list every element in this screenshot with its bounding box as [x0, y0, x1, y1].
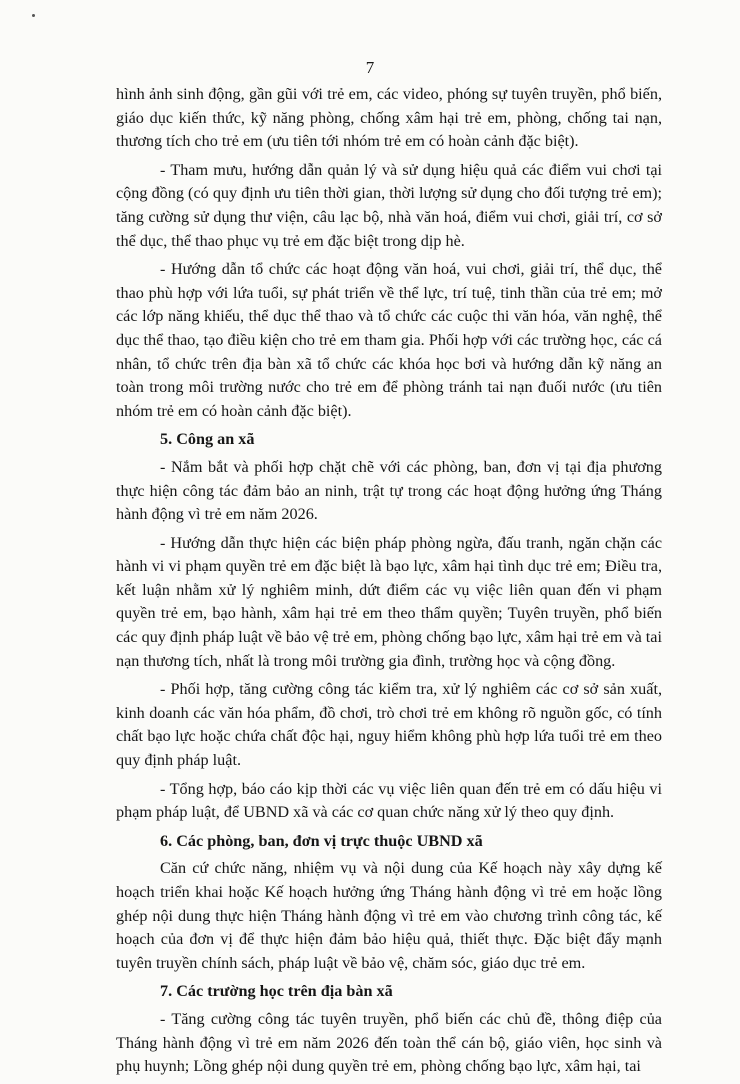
- body-paragraph: - Nắm bắt và phối hợp chặt chẽ với các phòng, ban, đơn vị tại địa phương thực hiện công tác đảm bảo an ninh, trật tự trong các hoạt động hưởng ứng Tháng hành động vì trẻ em năm 2026.: [116, 457, 662, 524]
- body-paragraph: - Hướng dẫn thực hiện các biện pháp phòng ngừa, đấu tranh, ngăn chặn các hành vi vi phạm quyền trẻ em đặc biệt là bạo lực, xâm hại tình dục trẻ em; Điều tra, kết luận nhằm xử lý nghiêm minh, dứt điểm các vụ việc liên quan đến vi phạm quyền trẻ em, bạo hành, xâm hại trẻ em theo thẩm quyền; Tuyên truyền, phổ biến các quy định pháp luật về bảo vệ trẻ em, phòng chống bạo lực, xâm hại trẻ em và tai nạn thương tích, nhất là trong môi trường gia đình, trường học và cộng đồng.: [116, 533, 662, 670]
- body-paragraph: - Phối hợp, tăng cường công tác kiểm tra, xử lý nghiêm các cơ sở sản xuất, kinh doanh các văn hóa phẩm, đồ chơi, trò chơi trẻ em không rõ nguồn gốc, có tính chất bạo lực hoặc chứa chất độc hại, nguy hiểm không phù hợp lứa tuổi trẻ em theo quy định pháp luật.: [116, 680, 662, 770]
- body-paragraph: - Tổng hợp, báo cáo kịp thời các vụ việc liên quan đến trẻ em có dấu hiệu vi phạm pháp luật, để UBND xã và các cơ quan chức năng xử lý theo quy định.: [116, 779, 662, 822]
- section-heading: 7. Các trường học trên địa bàn xã: [160, 982, 393, 1001]
- section-heading: 5. Công an xã: [160, 430, 255, 449]
- body-paragraph: hình ảnh sinh động, gần gũi với trẻ em, các video, phóng sự tuyên truyền, phổ biến, giáo dục kiến thức, kỹ năng phòng, chống xâm hại trẻ em, phòng, chống tai nạn, thương tích cho trẻ em (ưu tiên tới nhóm trẻ em có hoàn cảnh đặc biệt).: [116, 85, 662, 151]
- document-body: [116, 83, 662, 1084]
- page-number: 7: [365, 58, 375, 77]
- body-paragraph: - Tăng cường công tác tuyên truyền, phổ biến các chủ đề, thông điệp của Tháng hành động vì trẻ em năm 2026 đến toàn thể cán bộ, giáo viên, học sinh và phụ huynh; Lồng ghép nội dung quyền trẻ em, phòng chống bạo lực, xâm hại, tai: [116, 1009, 662, 1076]
- body-paragraph: - Hướng dẫn tổ chức các hoạt động văn hoá, vui chơi, giải trí, thể dục, thể thao phù hợp với lứa tuổi, sự phát triển về thể lực, trí tuệ, tinh thần của trẻ em; mở các lớp năng khiếu, thể dục thể thao và tổ chức các cuộc thi văn hóa, văn nghệ, thể dục thể thao, tạo điều kiện cho trẻ em tham gia. Phối hợp với các trường học, các cá nhân, tổ chức trên địa bàn xã tổ chức các khóa học bơi và hướng dẫn kỹ năng an toàn trong môi trường nước cho trẻ em để phòng tránh tai nạn đuối nước (ưu tiên nhóm trẻ em có hoàn cảnh đặc biệt).: [116, 260, 662, 420]
- section-heading: 6. Các phòng, ban, đơn vị trực thuộc UBND xã: [160, 831, 483, 850]
- body-paragraph: - Tham mưu, hướng dẫn quản lý và sử dụng hiệu quả các điểm vui chơi tại cộng đồng (có quy định ưu tiên thời gian, thời lượng sử dụng cho đối tượng trẻ em); tăng cường sử dụng thư viện, câu lạc bộ, nhà văn hoá, điểm vui chơi, giải trí, cơ sở thể dục, thể thao phục vụ trẻ em đặc biệt trong dịp hè.: [116, 160, 662, 250]
- body-paragraph: Căn cứ chức năng, nhiệm vụ và nội dung của Kế hoạch này xây dựng kế hoạch triển khai hoặc Kế hoạch hưởng ứng Tháng hành động vì trẻ em hoặc lồng ghép nội dung thực hiện Tháng hành động vì trẻ em vào chương trình công tác, kế hoạch của đơn vị để thực hiện đảm bảo hiệu quả, thiết thực. Đặc biệt đẩy mạnh tuyên truyền chính sách, pháp luật về bảo vệ, chăm sóc, giáo dục trẻ em.: [116, 859, 662, 972]
- scan-mark: [32, 14, 35, 17]
